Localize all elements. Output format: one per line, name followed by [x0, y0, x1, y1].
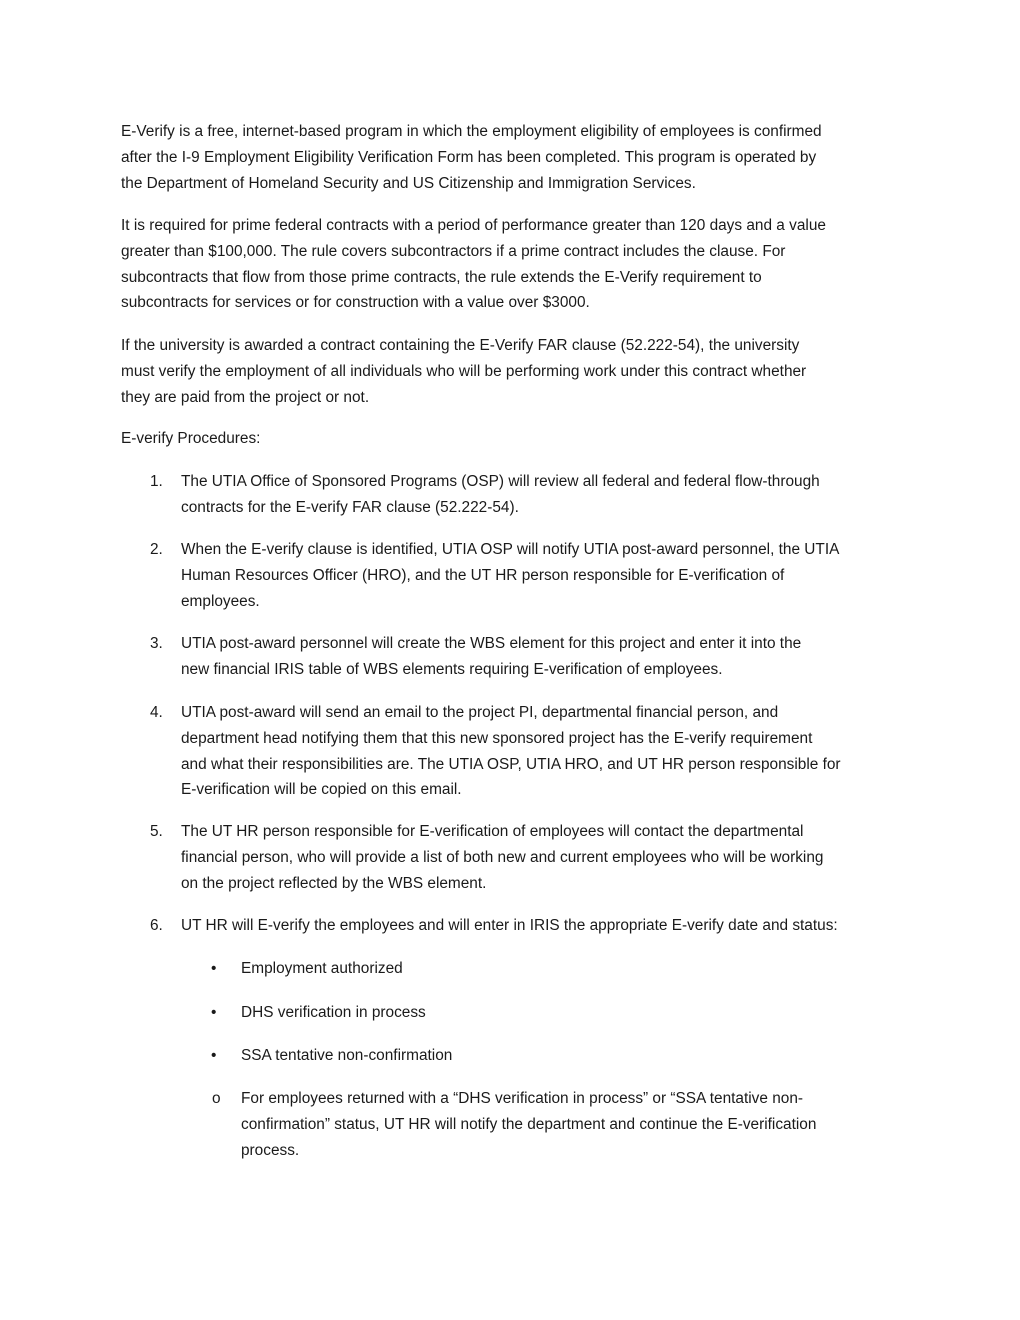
text-line: The UTIA Office of Sponsored Programs (OSP) will review all federal and federal flow-through — [181, 473, 820, 490]
text-line: subcontracts that flow from those prime contracts, the rule extends the E-Verify requirement to — [121, 268, 762, 286]
text-line: on the project reflected by the WBS element. — [181, 874, 487, 892]
bullet-icon: • — [211, 1047, 217, 1064]
status-item: DHS verification in process — [241, 1004, 426, 1021]
text-line: employees. — [181, 592, 260, 610]
text-line: The UT HR person responsible for E-verification of employees will contact the departmental — [181, 823, 804, 840]
text-line: must verify the employment of all individuals who will be performing work under this contract whether — [121, 362, 807, 380]
text-line: UT HR will E-verify the employees and will enter in IRIS the appropriate E-verify date and status: — [181, 917, 838, 934]
clause-paragraph — [121, 333, 806, 410]
text-line: If the university is awarded a contract containing the E-Verify FAR clause (52.222-54), the university — [121, 337, 800, 354]
list-number: 3. — [150, 635, 163, 652]
list-number: 6. — [150, 917, 163, 934]
list-number: 4. — [150, 704, 163, 721]
text-line: department head notifying them that this new sponsored project has the E-verify requirement — [181, 729, 813, 747]
text-line: after the I-9 Employment Eligibility Verification Form has been completed. This program is operated by — [121, 148, 817, 166]
intro-paragraph — [121, 119, 822, 196]
text-line: contracts for the E-verify FAR clause (52.222-54). — [181, 498, 519, 516]
text-line: the Department of Homeland Security and US Citizenship and Immigration Services. — [121, 174, 696, 192]
text-line: process. — [241, 1141, 300, 1159]
text-line: financial person, who will provide a list of both new and current employees who will be working — [181, 848, 824, 866]
status-item: Employment authorized — [241, 960, 403, 977]
text-line: Human Resources Officer (HRO), and the UT HR person responsible for E-verification of — [181, 566, 785, 584]
status-item: SSA tentative non-confirmation — [241, 1047, 453, 1064]
text-line: UTIA post-award will send an email to the project PI, departmental financial person, and — [181, 704, 779, 721]
bullet-icon: • — [211, 1004, 217, 1021]
text-line: When the E-verify clause is identified, UTIA OSP will notify UTIA post-award personnel, the UTIA — [181, 541, 840, 558]
text-line: E-Verify is a free, internet-based program in which the employment eligibility of employees is confirmed — [121, 123, 822, 140]
text-line: UTIA post-award personnel will create the WBS element for this project and enter it into the — [181, 635, 802, 652]
text-line: and what their responsibilities are. The UTIA OSP, UTIA HRO, and UT HR person responsible for — [181, 755, 841, 773]
text-line: they are paid from the project or not. — [121, 388, 370, 406]
text-line: For employees returned with a “DHS verification in process” or “SSA tentative non- — [241, 1090, 803, 1107]
text-line: confirmation” status, UT HR will notify the department and continue the E-verification — [241, 1115, 817, 1133]
text-line: new financial IRIS table of WBS elements requiring E-verification of employees. — [181, 660, 723, 678]
list-number: 5. — [150, 823, 163, 840]
text-line: greater than $100,000. The rule covers subcontractors if a prime contract includes the clause. For — [121, 242, 786, 260]
procedures-heading: E-verify Procedures: — [121, 430, 261, 447]
text-line: E-verification will be copied on this email. — [181, 781, 462, 799]
requirement-paragraph — [121, 213, 826, 316]
bullet-icon: • — [211, 960, 217, 977]
text-line: It is required for prime federal contracts with a period of performance greater than 120 days and a value — [121, 217, 826, 234]
list-number: 2. — [150, 541, 163, 558]
list-number: 1. — [150, 473, 163, 490]
circle-bullet-icon: o — [212, 1090, 221, 1107]
text-line: subcontracts for services or for construction with a value over $3000. — [121, 294, 590, 312]
